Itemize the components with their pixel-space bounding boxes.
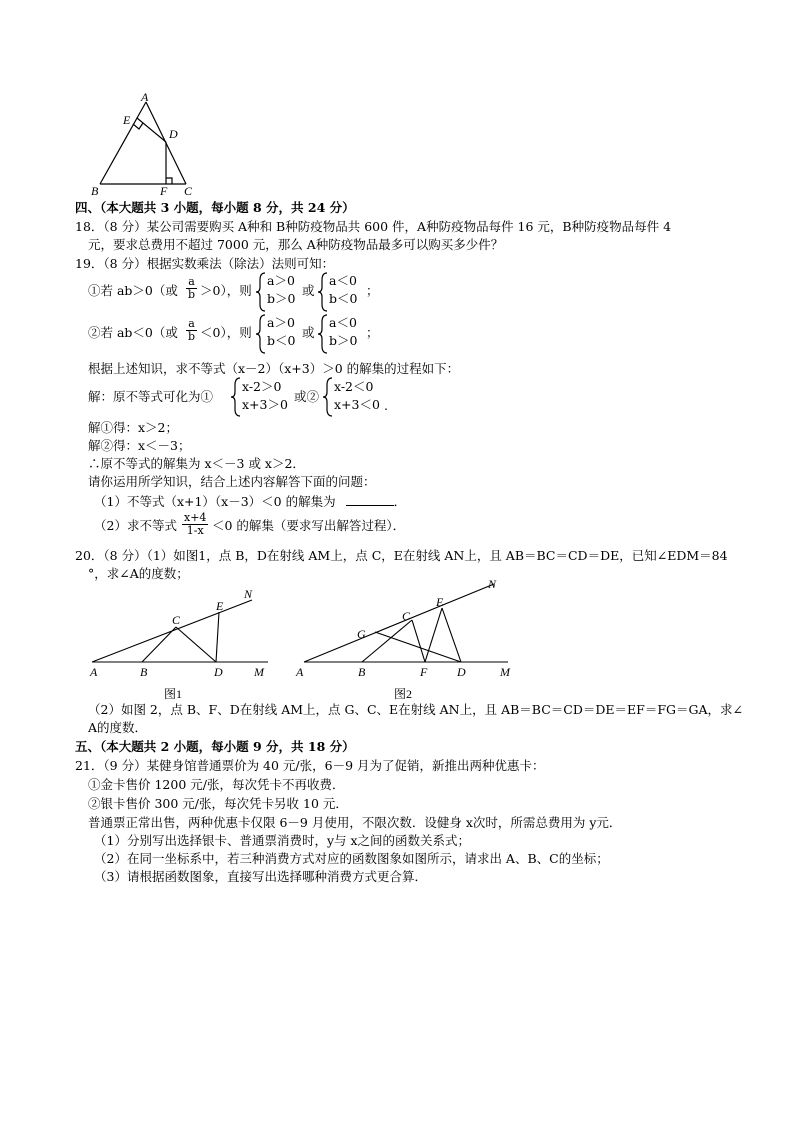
figure-2-caption: 图2 xyxy=(394,687,413,701)
sys-line: b＜0 xyxy=(267,333,296,348)
label-M: M xyxy=(500,665,510,679)
rule2-end: ； xyxy=(366,325,379,340)
rule1-end: ； xyxy=(366,283,379,298)
label-M: M xyxy=(254,665,264,679)
sol2: 解②得：x＜－3； xyxy=(88,438,191,453)
sys-line: x-2＞0 xyxy=(242,379,282,394)
sol-or: 或② xyxy=(294,389,320,404)
sol3: ∴原不等式的解集为 x＜－3 或 x＞2． xyxy=(88,456,305,471)
label-B: B xyxy=(140,665,148,679)
brace-icon xyxy=(323,377,333,417)
q19-part1 xyxy=(94,493,406,510)
label-B: B xyxy=(358,665,366,679)
label-D: D xyxy=(169,127,178,141)
sys-line: a＞0 xyxy=(267,315,295,330)
q18-line2: 元，要求总费用不超过 7000 元，那么 A种防疫物品最多可以购买多少件？ xyxy=(88,237,504,252)
section5-title: 五、（本大题共 2 小题，每小题 9 分，共 18 分） xyxy=(75,739,355,754)
sys-line: x+3＞0 xyxy=(242,397,288,412)
rule2-sys-b xyxy=(329,314,357,350)
sys-line: a＞0 xyxy=(267,273,295,288)
label-A: A xyxy=(141,92,149,104)
p2-fraction xyxy=(182,512,208,537)
label-E: E xyxy=(123,113,131,127)
sys-line: a＜0 xyxy=(329,315,357,330)
label-A: A xyxy=(90,665,98,679)
q21-line2: ①金卡售价 1200 元/张，每次凭卡不再收费． xyxy=(88,777,345,792)
frac-num: x+4 xyxy=(184,511,207,524)
q21-line3: ②银卡售价 300 元/张，每次凭卡另收 10 元． xyxy=(88,796,348,811)
rule2-or: 或 xyxy=(302,325,315,340)
sol1: 解①得：x＞2； xyxy=(88,420,179,435)
sol-sys2 xyxy=(334,378,380,414)
p2-suffix: ＜0 的解集（要求写出解答过程）． xyxy=(212,518,406,533)
label-C: C xyxy=(402,609,411,623)
q20-line3: （2）如图 2，点 B、F、D在射线 AM上，点 G、C、E在射线 AN上，且 AB＝BC＝CD＝DE＝EF＝FG＝GA，求∠ xyxy=(88,702,743,717)
label-E: E xyxy=(436,595,444,609)
label-C: C xyxy=(184,184,193,196)
p1-end: ． xyxy=(393,494,407,509)
rule1-mid: ＞0），则 xyxy=(200,283,252,298)
sol-prefix: 解：原不等式可化为① xyxy=(88,389,214,404)
q20-line2: °，求∠A的度数； xyxy=(88,566,189,581)
rule2-mid: ＜0），则 xyxy=(200,325,252,340)
q19-ask: 请你运用所学知识，结合上述内容解答下面的问题： xyxy=(88,474,376,489)
label-F: F xyxy=(420,665,428,679)
frac-den: b xyxy=(188,288,196,301)
q21-line7: （3）请根据函数图象，直接写出选择哪种消费方式更合算． xyxy=(94,869,427,884)
brace-icon xyxy=(318,272,328,312)
q21-line5: （1）分别写出选择银卡、普通票消费时，y与 x之间的函数关系式； xyxy=(94,833,471,848)
frac-num: a xyxy=(186,318,197,331)
sys-line: x-2＜0 xyxy=(334,379,374,394)
figure-1-caption: 图1 xyxy=(164,687,183,701)
rule2-sys-a xyxy=(267,314,295,350)
label-A: A xyxy=(296,665,304,679)
label-E: E xyxy=(216,599,224,613)
frac-den: 1-x xyxy=(186,524,204,537)
rule1-sys-b xyxy=(329,272,357,308)
label-D: D xyxy=(457,665,466,679)
q21-line4: 普通票正常出售，两种优惠卡仅限 6－9 月使用，不限次数．设健身 x次时，所需总费用为 y元． xyxy=(88,815,622,830)
sys-line: b＞0 xyxy=(267,291,296,306)
sol-end: . xyxy=(384,398,388,413)
q20-line1: 20．（8 分）（1）如图1，点 B，D在射线 AM上，点 C，E在射线 AN上，且 AB＝BC＝CD＝DE，已知∠EDM＝84 xyxy=(75,548,728,563)
rule1-or: 或 xyxy=(302,283,315,298)
p1-prefix: （1）不等式（x+1）（x－3）＜0 的解集为 xyxy=(94,494,336,509)
sys-line: a＜0 xyxy=(329,273,357,288)
label-G: G xyxy=(357,627,366,641)
figure-1 xyxy=(86,584,276,704)
sol-sys1 xyxy=(242,378,288,414)
q18-line1: 18．（8 分）某公司需要购买 A种和 B种防疫物品共 600 件，A种防疫物品每件 16 元，B种防疫物品每件 4 xyxy=(75,219,672,234)
label-N: N xyxy=(488,580,497,591)
section4-title: 四、（本大题共 3 小题，每小题 8 分，共 24 分） xyxy=(75,200,355,215)
frac-num: a xyxy=(186,276,197,289)
triangle-figure xyxy=(86,92,206,196)
q19-know: 根据上述知识，求不等式（x－2）（x+3）＞0 的解集的过程如下： xyxy=(88,361,460,376)
sys-line: x+3＜0 xyxy=(334,397,380,412)
q21-line6: （2）在同一坐标系中，若三种消费方式对应的函数图象如图所示，请求出 A、B、C的坐标； xyxy=(94,851,609,866)
rule2-fraction xyxy=(186,318,197,343)
rule1-sys-a xyxy=(267,272,295,308)
q20-line4: A的度数． xyxy=(88,720,148,735)
p2-prefix: （2）求不等式 xyxy=(94,518,177,533)
figure-2 xyxy=(290,580,520,704)
rule1-fraction xyxy=(186,276,197,301)
label-F: F xyxy=(160,184,168,196)
label-D: D xyxy=(214,665,223,679)
q19-intro: 19．（8 分）根据实数乘法（除法）法则可知： xyxy=(75,256,335,271)
rule2-prefix: ②若 ab＜0（或 xyxy=(88,325,178,340)
answer-blank xyxy=(346,493,394,506)
brace-icon xyxy=(231,377,241,417)
label-B: B xyxy=(91,184,99,196)
brace-icon xyxy=(256,272,266,312)
sys-line: b＞0 xyxy=(329,333,358,348)
sys-line: b＜0 xyxy=(329,291,358,306)
frac-den: b xyxy=(188,330,196,343)
label-C: C xyxy=(172,613,181,627)
brace-icon xyxy=(256,314,266,354)
label-N: N xyxy=(244,587,253,601)
q21-line1: 21．（9 分）某健身馆普通票价为 40 元/张，6－9 月为了促销，新推出两种优惠卡： xyxy=(75,758,545,773)
rule1-prefix: ①若 ab＞0（或 xyxy=(88,283,178,298)
brace-icon xyxy=(318,314,328,354)
